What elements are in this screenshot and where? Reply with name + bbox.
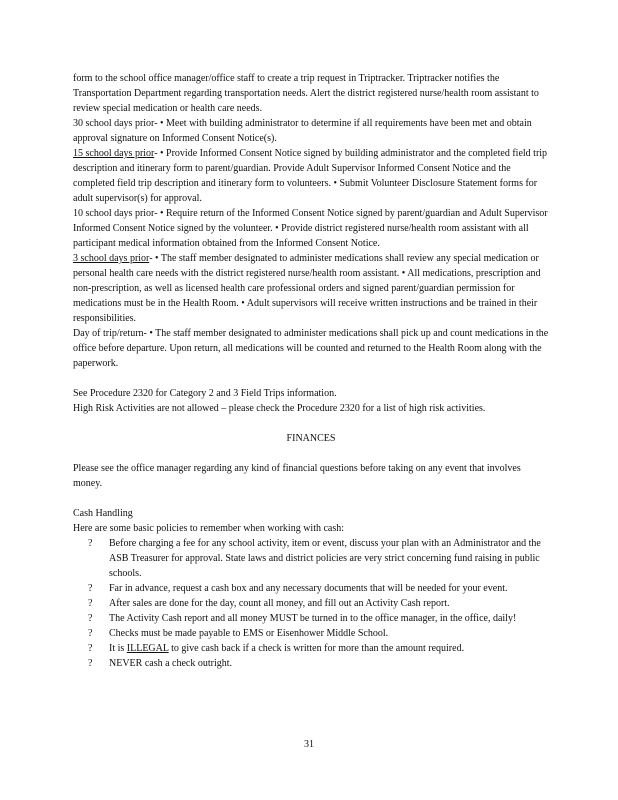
cash-handling-heading: Cash Handling — [73, 508, 133, 519]
list-item-text: Far in advance, request a cash box and any necessary documents that will be needed for your event. — [109, 583, 508, 594]
list-item — [73, 581, 549, 596]
timeline-30-label: 30 school days prior — [73, 118, 155, 129]
timeline-15-text: - • Provide Informed Consent Notice signed by building administrator and the completed field trip description and itinerary form to parent/guardian. Provide Adult Supervisor Informed Consent Notice and the completed field trip description and itinerary form to volunteers. • Submit Volunteer Disclosure Statement forms for adult supervisor(s) for approval. — [73, 148, 548, 204]
bullet-mark: ? — [88, 628, 93, 639]
bullet-mark: ? — [88, 538, 93, 549]
timeline-30-days — [73, 116, 549, 146]
list-item — [73, 611, 549, 626]
timeline-30-text: - • Meet with building administrator to determine if all requirements have been met and obtain approval signature on Informed Consent Notice(s). — [73, 118, 532, 144]
spacer — [73, 371, 549, 386]
timeline-10-text: - • Require return of the Informed Consent Notice signed by parent/guardian and Adult Supervisor Informed Consent Notice signed by the volunteer. • Provide district registered nurse/health room assistant with all participant medical information obtained from the Informed Consent Notice. — [73, 208, 548, 249]
illegal-word: ILLEGAL — [126, 643, 169, 654]
spacer — [73, 416, 549, 431]
timeline-15-label: 15 school days prior — [73, 148, 155, 159]
bullet-mark: ? — [88, 658, 93, 669]
illegal-post: to give cash back if a check is written for more than the amount required. — [168, 643, 465, 654]
list-item-text: Before charging a fee for any school activity, item or event, discuss your plan with an Administrator and the ASB Treasurer for approval. State laws and district policies are very strict concerning fund raising in public schools. — [109, 538, 541, 579]
timeline-3-days — [73, 251, 549, 326]
list-item — [73, 641, 549, 656]
bullet-mark: ? — [88, 643, 93, 654]
list-item — [73, 536, 549, 581]
list-item-text: The Activity Cash report and all money MUST be turned in to the office manager, in the office, daily! — [109, 613, 517, 624]
list-item — [73, 626, 549, 641]
page-content — [73, 71, 549, 671]
page-number: 31 — [304, 739, 314, 750]
list-item — [73, 596, 549, 611]
bullet-mark: ? — [88, 613, 93, 624]
timeline-10-days — [73, 206, 549, 251]
timeline-10-label: 10 school days prior — [73, 208, 155, 219]
cash-handling-intro: Here are some basic policies to remember when working with cash: — [73, 523, 345, 534]
finances-heading: FINANCES — [286, 433, 336, 444]
cash-policies-list — [73, 536, 549, 671]
timeline-15-days — [73, 146, 549, 206]
finances-intro: Please see the office manager regarding any kind of financial questions before taking on any event that involves money. — [73, 463, 521, 489]
list-item-text: NEVER cash a check outright. — [109, 658, 233, 669]
spacer — [73, 446, 549, 461]
list-item-text: Checks must be made payable to EMS or Eisenhower Middle School. — [109, 628, 389, 639]
illegal-pre: It is — [109, 643, 127, 654]
bullet-mark: ? — [88, 598, 93, 609]
list-item-text: After sales are done for the day, count all money, and fill out an Activity Cash report. — [109, 598, 450, 609]
timeline-day-of: Day of trip/return- • The staff member designated to administer medications shall pick up and count medications in the office before departure. Upon return, all medications will be counted and returned to the Health Room along with the paperwork. — [73, 328, 549, 369]
timeline-3-label: 3 school days prior — [73, 253, 150, 264]
spacer — [73, 491, 549, 506]
see-procedure: See Procedure 2320 for Category 2 and 3 Field Trips information. — [73, 388, 337, 399]
bullet-mark: ? — [88, 583, 93, 594]
timeline-3-text: - • The staff member designated to administer medications shall review any special medication or personal health care needs with the district registered nurse/health room assistant. • All medications, prescription and non-prescription, as well as licensed health care professional orders and signed parent/guardian permission for medications must be in the Health Room. • Adult supervisors will receive written instructions and be trained in their responsibilities. — [73, 253, 541, 324]
intro-paragraph: form to the school office manager/office staff to create a trip request in Triptracker. Triptracker notifies the Transportation Department regarding transportation needs. Alert the district registered nurse/health room assistant to review special medication or health care needs. — [73, 73, 539, 114]
high-risk-note: High Risk Activities are not allowed – please check the Procedure 2320 for a list of high risk activities. — [73, 403, 486, 414]
list-item — [73, 656, 549, 671]
